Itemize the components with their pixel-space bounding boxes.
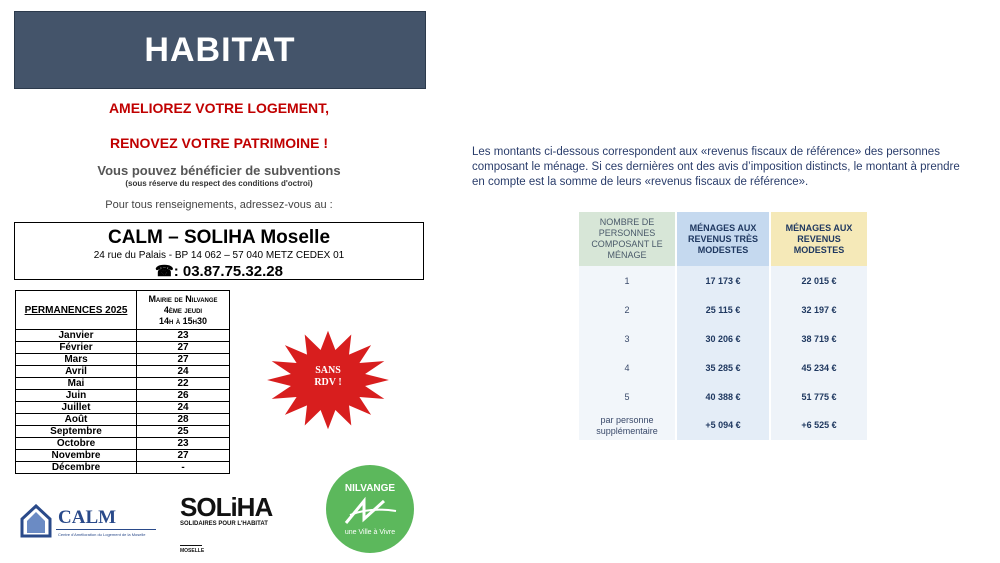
permanence-row — [16, 438, 230, 450]
row-persons: par personne supplémentaire — [579, 411, 675, 440]
permanence-month: Mai — [16, 378, 137, 390]
permanence-month: Janvier — [16, 330, 137, 342]
banner-title: HABITAT — [144, 30, 296, 69]
mairie-line1: Mairie de Nilvange — [148, 293, 218, 304]
permanence-month: Octobre — [16, 438, 137, 450]
permanence-day: 26 — [137, 390, 230, 402]
permanence-day: 28 — [137, 414, 230, 426]
calm-logo — [18, 500, 148, 544]
no-appointment-badge — [267, 365, 389, 389]
permanence-row — [16, 402, 230, 414]
soliha-logo-text: SOLiHA — [180, 492, 273, 522]
permanence-month: Février — [16, 342, 137, 354]
permanence-day: 25 — [137, 426, 230, 438]
income-row — [579, 266, 867, 295]
row-very-modest-amount: 25 115 € — [677, 295, 769, 324]
row-modest-amount: 45 234 € — [771, 353, 867, 382]
mairie-line2: 4ème jeudi — [163, 304, 203, 315]
house-icon — [20, 504, 52, 538]
badge-line1: SANS — [315, 365, 341, 376]
row-very-modest-amount: 40 388 € — [677, 382, 769, 411]
permanence-row — [16, 450, 230, 462]
permanence-row — [16, 366, 230, 378]
permanence-month: Juillet — [16, 402, 137, 414]
row-persons: 2 — [579, 295, 675, 324]
income-row — [579, 382, 867, 411]
permanence-day: 23 — [137, 330, 230, 342]
soliha-logo-subtitle: SOLIDAIRES POUR L'HABITAT — [180, 521, 268, 527]
income-intro-text: Les montants ci-dessous correspondent aux «revenus fiscaux de référence» des personnes composant le ménage. Si ces dernières ont des avis d’imposition distincts, le montant à prendre en compte est la somme de leurs «revenus fiscaux de référence». — [472, 146, 960, 188]
headline-improve: AMELIOREZ VOTRE LOGEMENT, — [108, 100, 330, 116]
row-very-modest-amount: +5 094 € — [677, 411, 769, 440]
contact-intro: Pour tous renseignements, adressez-vous au : — [105, 199, 333, 211]
row-modest-amount: 32 197 € — [771, 295, 867, 324]
row-very-modest-amount: 35 285 € — [677, 353, 769, 382]
page-banner — [14, 11, 426, 89]
soliha-logo — [178, 490, 288, 560]
contact-name: CALM – SOLIHA Moselle — [107, 227, 331, 248]
row-modest-amount: 38 719 € — [771, 324, 867, 353]
income-threshold-table — [577, 212, 869, 440]
permanence-row — [16, 462, 230, 474]
badge-line2: RDV ! — [314, 377, 342, 388]
row-very-modest-amount: 17 173 € — [677, 266, 769, 295]
calm-logo-text: CALM — [58, 507, 117, 528]
headline-renovate: RENOVEZ VOTRE PATRIMOINE ! — [109, 135, 329, 151]
row-persons: 4 — [579, 353, 675, 382]
permanence-month: Juin — [16, 390, 137, 402]
income-row — [579, 411, 867, 440]
income-row — [579, 295, 867, 324]
permanence-month: Août — [16, 414, 137, 426]
nilvange-logo — [326, 465, 414, 553]
permanence-row — [16, 342, 230, 354]
permanence-row — [16, 330, 230, 342]
nilvange-logo-subtitle: une Ville à Vivre — [344, 529, 396, 536]
col-persons-header: NOMBRE DE PERSONNES COMPOSANT LE MÉNAGE — [579, 212, 675, 266]
permanence-row — [16, 390, 230, 402]
row-persons: 5 — [579, 382, 675, 411]
contact-phone: ☎: 03.87.75.32.28 — [155, 263, 283, 280]
income-row — [579, 353, 867, 382]
mairie-line3: 14h à 15h30 — [158, 315, 208, 326]
permanence-day: 24 — [137, 366, 230, 378]
permanence-row — [16, 378, 230, 390]
permanence-row — [16, 414, 230, 426]
subsidy-note: (sous réserve du respect des conditions d'octroi) — [125, 179, 313, 188]
permanence-day: 27 — [137, 450, 230, 462]
permanence-day: - — [137, 462, 230, 474]
permanence-month: Décembre — [16, 462, 137, 474]
mairie-header — [137, 291, 230, 330]
row-very-modest-amount: 30 206 € — [677, 324, 769, 353]
contact-box — [14, 222, 424, 280]
permanence-day: 27 — [137, 354, 230, 366]
row-modest-amount: 51 775 € — [771, 382, 867, 411]
permanence-day: 24 — [137, 402, 230, 414]
row-persons: 1 — [579, 266, 675, 295]
permanence-month: Avril — [16, 366, 137, 378]
permanence-day: 22 — [137, 378, 230, 390]
contact-address: 24 rue du Palais - BP 14 062 – 57 040 METZ CEDEX 01 — [93, 250, 345, 261]
subsidy-text: Vous pouvez bénéficier de subventions — [97, 163, 341, 178]
permanences-header: PERMANENCES 2025 — [16, 291, 137, 330]
col-very-modest-header: MÉNAGES AUX REVENUS TRÈS MODESTES — [677, 212, 769, 266]
permanence-day: 23 — [137, 438, 230, 450]
permanences-table — [15, 290, 230, 474]
income-row — [579, 324, 867, 353]
permanence-month: Mars — [16, 354, 137, 366]
nilvange-logo-text: NILVANGE — [344, 483, 396, 494]
nilvange-emblem-icon — [340, 497, 400, 527]
row-modest-amount: 22 015 € — [771, 266, 867, 295]
permanence-month: Septembre — [16, 426, 137, 438]
row-persons: 3 — [579, 324, 675, 353]
col-modest-header: MÉNAGES AUX REVENUS MODESTES — [771, 212, 867, 266]
permanence-month: Novembre — [16, 450, 137, 462]
soliha-logo-region: MOSELLE — [180, 548, 205, 554]
calm-logo-subtitle: Centre d'Amélioration du Logement de la Moselle — [58, 532, 146, 537]
row-modest-amount: +6 525 € — [771, 411, 867, 440]
permanence-row — [16, 354, 230, 366]
permanence-row — [16, 426, 230, 438]
permanence-day: 27 — [137, 342, 230, 354]
